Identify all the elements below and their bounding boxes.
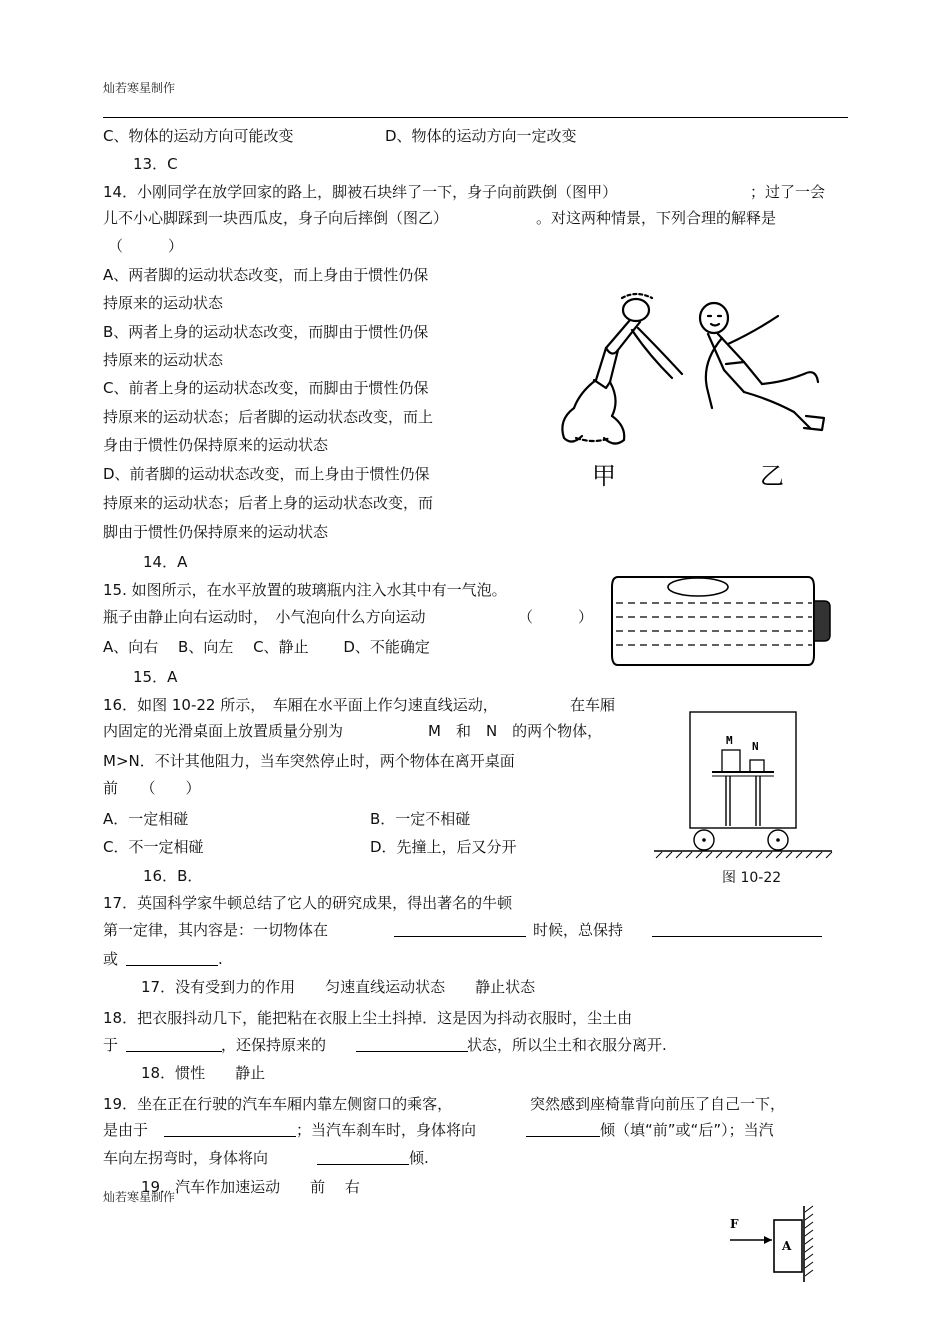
- q18-blank-1[interactable]: [126, 1035, 222, 1052]
- q14-option-a-line2: 持原来的运动状态: [103, 294, 224, 312]
- force-label: F: [730, 1217, 739, 1231]
- q19-stem-line3-a: 车向左拐弯时，身体将向: [103, 1149, 269, 1167]
- q14-answer-blank: （ ）: [108, 237, 184, 255]
- header-rule: [103, 117, 848, 118]
- q16-stem-line1: 16．如图 10-22 所示， 车厢在水平面上作匀速直线运动，: [103, 696, 498, 714]
- q17-stem-line3-a: 或: [103, 950, 119, 968]
- block-label: A: [782, 1239, 792, 1253]
- q14-fig-label-right: 乙: [760, 462, 784, 490]
- q16-option-c: C．不一定相碰: [103, 838, 204, 856]
- q19-blank-1[interactable]: [164, 1120, 296, 1137]
- q15-stem-line2-tail: （ ）: [518, 608, 594, 626]
- q15-answer: 15．A: [133, 668, 178, 686]
- q15-options: A、向右 B、向左 C、静止 D、不能确定: [103, 638, 430, 656]
- page-header: 灿若寒星制作: [103, 81, 176, 95]
- q14-option-c-line3: 身由于惯性仍保持原来的运动状态: [103, 436, 329, 454]
- q19-stem-line1: 19．坐在正在行驶的汽车车厢内靠左侧窗口的乘客，: [103, 1095, 453, 1113]
- q19-answer: 19．汽车作加速运动 前 右: [141, 1178, 360, 1196]
- q14-figure: [548, 288, 838, 498]
- q19-stem-line3-b: 倾.: [409, 1149, 429, 1167]
- q16-option-a: A．一定相碰: [103, 810, 189, 828]
- q15-bottle-figure: [608, 573, 834, 669]
- q14-option-d-line1: D、前者脚的运动状态改变，而上身由于惯性仍保: [103, 465, 430, 483]
- q16-figure-caption: 图 10-22: [722, 870, 782, 886]
- q16-stem-line1-tail: 在车厢: [570, 696, 616, 714]
- q17-stem-line2-a: 第一定律，其内容是：一切物体在: [103, 921, 329, 939]
- q14-stem-line1-tail: ；过了一会: [750, 183, 826, 201]
- q13-option-d: D、物体的运动方向一定改变: [385, 127, 577, 145]
- q14-option-c-line1: C、前者上身的运动状态改变，而脚由于惯性仍保: [103, 379, 429, 397]
- q19-stem-line1-tail: 突然感到座椅靠背向前压了自己一下，: [530, 1095, 786, 1113]
- page-footer: 灿若寒星制作: [103, 1190, 176, 1204]
- q18-stem-line1: 18．把衣服抖动几下，能把粘在衣服上尘土抖掉．这是因为抖动衣服时，尘土由: [103, 1009, 633, 1027]
- q16-stem-line2-tail: M 和 N 的两个物体，: [428, 722, 603, 740]
- q17-stem-line3-b: .: [218, 950, 223, 968]
- q14-stem-line2-tail: 。对这两种情景，下列合理的解释是: [536, 209, 777, 227]
- force-block-figure: [724, 1204, 820, 1284]
- q14-option-c-line2: 持原来的运动状态；后者脚的运动状态改变，而上: [103, 408, 434, 426]
- q17-stem-line2-b: 时候，总保持: [533, 921, 624, 939]
- q18-stem-line2-a: 于: [103, 1036, 119, 1054]
- q16-stem-line4: 前 （ ）: [103, 779, 201, 797]
- q18-answer: 18．惯性 静止: [141, 1064, 266, 1082]
- q13-answer: 13．C: [133, 155, 178, 173]
- q16-cart-figure: [650, 708, 835, 868]
- q16-fig-label-n: N: [752, 740, 759, 753]
- q18-blank-2[interactable]: [356, 1035, 468, 1052]
- q14-fig-label-left: 甲: [592, 462, 616, 490]
- q16-option-d: D．先撞上，后又分开: [370, 838, 517, 856]
- q14-answer: 14．A: [143, 553, 188, 571]
- q16-option-b: B．一定不相碰: [370, 810, 471, 828]
- q13-option-c: C、物体的运动方向可能改变: [103, 127, 294, 145]
- q19-stem-line2-c: 倾（填“前”或“后”）；当汽: [600, 1121, 774, 1139]
- q14-option-d-line2: 持原来的运动状态；后者上身的运动状态改变，而: [103, 494, 434, 512]
- q16-stem-line3: M>N．不计其他阻力，当车突然停止时，两个物体在离开桌面: [103, 752, 515, 770]
- q17-blank-1[interactable]: [394, 920, 526, 937]
- q18-stem-line2-c: 状态，所以尘土和衣服分离开.: [467, 1036, 667, 1054]
- q19-blank-3[interactable]: [317, 1148, 409, 1165]
- q14-stem-line2: 儿不小心脚踩到一块西瓜皮，身子向后摔倒（图乙）: [103, 209, 449, 227]
- q16-fig-label-m: M: [726, 734, 733, 747]
- q17-stem-line1: 17．英国科学家牛顿总结了它人的研究成果，得出著名的牛顿: [103, 894, 513, 912]
- q14-stem-line1: 14．小刚同学在放学回家的路上，脚被石块绊了一下，身子向前跌倒（图甲）: [103, 183, 618, 201]
- q17-blank-3[interactable]: [126, 949, 218, 966]
- q17-blank-2[interactable]: [652, 920, 822, 937]
- q14-option-b-line1: B、两者上身的运动状态改变，而脚由于惯性仍保: [103, 323, 429, 341]
- q14-option-d-line3: 脚由于惯性仍保持原来的运动状态: [103, 523, 329, 541]
- q15-stem-line1: 15. 如图所示，在水平放置的玻璃瓶内注入水其中有一气泡。: [103, 581, 507, 599]
- q19-stem-line2-b: ；当汽车刹车时，身体将向: [296, 1121, 477, 1139]
- q19-stem-line2-a: 是由于: [103, 1121, 149, 1139]
- q14-option-a-line1: A、两者脚的运动状态改变，而上身由于惯性仍保: [103, 266, 429, 284]
- q16-stem-line2: 内固定的光滑桌面上放置质量分别为: [103, 722, 344, 740]
- q16-answer: 16．B．: [143, 867, 203, 885]
- q17-answer: 17．没有受到力的作用 匀速直线运动状态 静止状态: [141, 978, 536, 996]
- q14-option-b-line2: 持原来的运动状态: [103, 351, 224, 369]
- q19-blank-2[interactable]: [526, 1120, 600, 1137]
- q15-stem-line2: 瓶子由静止向右运动时， 小气泡向什么方向运动: [103, 608, 426, 626]
- q18-stem-line2-b: ，还保持原来的: [221, 1036, 327, 1054]
